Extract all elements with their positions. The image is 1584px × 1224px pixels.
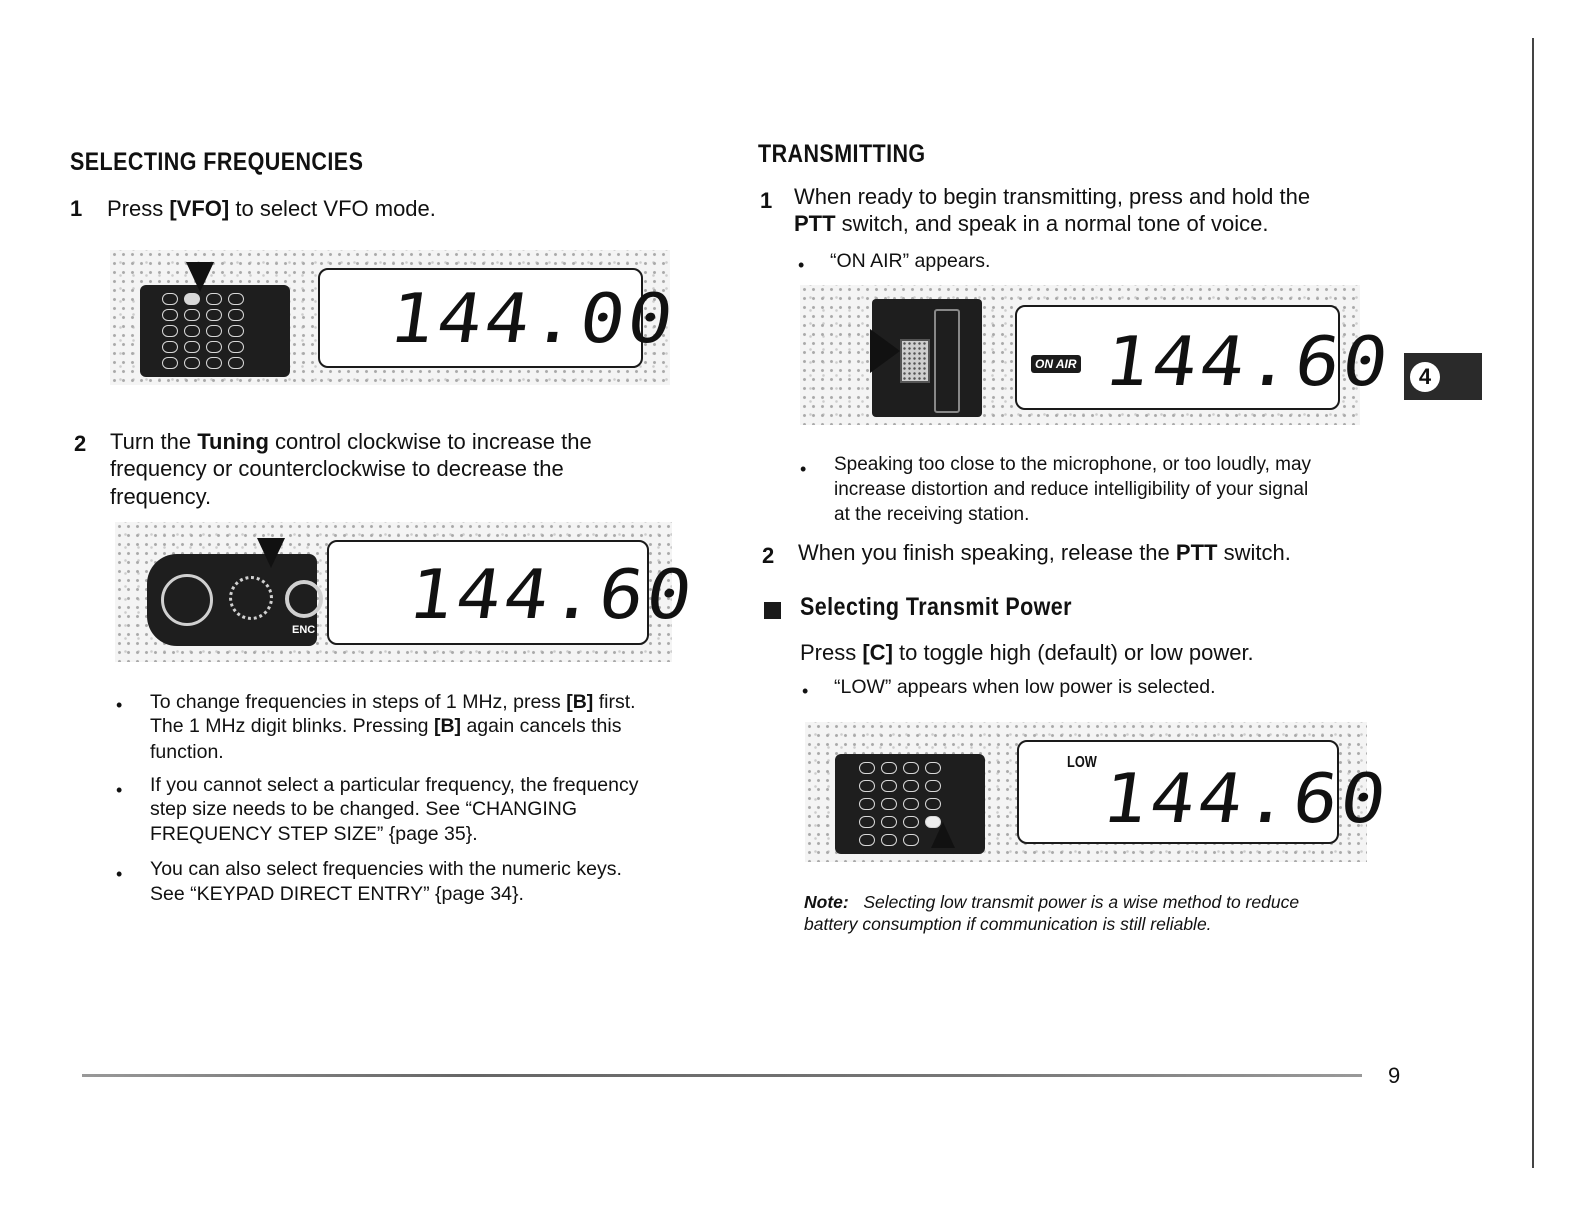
- bullet-2-line3: FREQUENCY STEP SIZE” {page 35}.: [150, 823, 478, 845]
- step-text-line2: PTT switch, and speak in a normal tone of voice.: [794, 211, 1269, 236]
- keypad-device: [140, 285, 290, 377]
- bullet-3-line1: You can also select frequencies with the numeric keys.: [150, 858, 622, 880]
- section-square-icon: [764, 602, 781, 619]
- step-text-line3: frequency.: [110, 484, 212, 509]
- bullet-dot-icon: •: [798, 255, 805, 275]
- enc-label: ENC: [292, 624, 316, 636]
- radio-top-panel: [147, 554, 317, 646]
- volume-knob-icon: [161, 574, 213, 626]
- frequency-readout: 144.00: [384, 279, 681, 359]
- bullet-text: “LOW” appears when low power is selected.: [834, 676, 1216, 698]
- tuning-control-illustration: [115, 522, 700, 662]
- step-text-line1: When ready to begin transmitting, press and hold the: [794, 184, 1311, 209]
- step-number: 1: [760, 188, 773, 213]
- bullet-1-line2: The 1 MHz digit blinks. Pressing [B] again cancels this: [150, 715, 622, 737]
- keypad-device: [835, 754, 985, 854]
- on-air-badge: ON AIR: [1031, 355, 1081, 373]
- lcd-display: [1015, 305, 1396, 410]
- vfo-keypad-illustration: [110, 250, 681, 385]
- pointer-arrow-icon: [257, 538, 285, 568]
- low-power-illustration: [805, 722, 1394, 862]
- frequency-readout: 144.60: [1097, 759, 1394, 839]
- bullet-1-line3: function.: [150, 741, 224, 763]
- vfo-key: [184, 293, 200, 305]
- subheading-transmit-power: Selecting Transmit Power: [800, 593, 1072, 621]
- step-text-line1: Turn the Tuning control clockwise to increase the: [110, 429, 592, 454]
- chapter-number-badge: 4: [1410, 362, 1440, 392]
- frequency-readout: 144.60: [403, 555, 700, 635]
- bullet-dot-icon: •: [116, 864, 123, 884]
- frequency-readout: 144.60: [1099, 322, 1396, 402]
- pointer-arrow-icon: [931, 822, 955, 848]
- footer-rule: [82, 1074, 1362, 1077]
- low-indicator: LOW: [1067, 754, 1097, 771]
- power-text: Press [C] to toggle high (default) or low power.: [800, 640, 1254, 665]
- bullet-line2: increase distortion and reduce intelligibility of your signal: [834, 479, 1309, 500]
- step-text: When you finish speaking, release the PTT switch.: [798, 540, 1291, 565]
- bullet-line3: at the receiving station.: [834, 504, 1030, 525]
- lcd-display: [318, 268, 681, 368]
- bullet-3-line2: See “KEYPAD DIRECT ENTRY” {page 34}.: [150, 883, 524, 905]
- bullet-dot-icon: •: [800, 459, 807, 479]
- page-edge-line: [1532, 38, 1534, 1168]
- bullet-2-line2: step size needs to be changed. See “CHANGING: [150, 798, 578, 820]
- page-number: 9: [1388, 1063, 1401, 1088]
- heading-selecting-frequencies: SELECTING FREQUENCIES: [70, 148, 364, 176]
- step-text-line2: frequency or counterclockwise to decrease the: [110, 456, 564, 481]
- lcd-display: [1017, 740, 1394, 844]
- tuning-knob-icon: [285, 580, 323, 618]
- bullet-line1: Speaking too close to the microphone, or too loudly, may: [834, 454, 1312, 475]
- bullet-dot-icon: •: [802, 681, 809, 701]
- bullet-text: “ON AIR” appears.: [830, 250, 991, 272]
- step-number: 2: [762, 543, 775, 568]
- note-line2: battery consumption if communication is still reliable.: [804, 914, 1212, 934]
- note-line1: Note: Selecting low transmit power is a wise method to reduce: [804, 892, 1300, 912]
- bullet-dot-icon: •: [116, 780, 123, 800]
- ptt-switch-icon: [900, 339, 930, 383]
- bullet-dot-icon: •: [116, 695, 123, 715]
- ptt-illustration: [800, 285, 1396, 425]
- step-text: Press [VFO] to select VFO mode.: [107, 196, 436, 221]
- bullet-1-line1: To change frequencies in steps of 1 MHz, press [B] first.: [150, 691, 636, 713]
- squelch-knob-icon: [229, 576, 273, 620]
- step-number: 1: [70, 196, 83, 221]
- bullet-2-line1: If you cannot select a particular frequency, the frequency: [150, 774, 639, 796]
- lcd-display: [327, 540, 700, 645]
- pointer-arrow-icon: [186, 262, 214, 292]
- heading-transmitting: TRANSMITTING: [758, 140, 926, 168]
- pointer-arrow-icon: [870, 329, 900, 373]
- step-number: 2: [74, 431, 87, 456]
